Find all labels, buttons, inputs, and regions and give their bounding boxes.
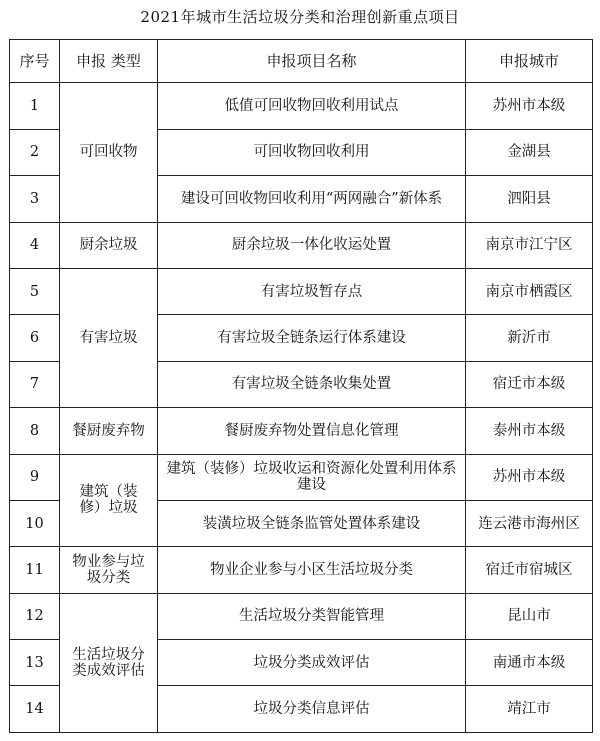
row-name: 有害垃圾全链条运行体系建设 xyxy=(158,315,466,361)
table-row xyxy=(10,454,593,500)
row-city: 泗阳县 xyxy=(466,176,593,222)
row-no: 8 xyxy=(10,408,60,454)
table-row xyxy=(10,593,593,639)
row-city: 南通市本级 xyxy=(466,640,593,686)
header-no: 序号 xyxy=(10,40,60,83)
row-no: 9 xyxy=(10,454,60,500)
table-row xyxy=(10,408,593,454)
row-city: 新沂市 xyxy=(466,315,593,361)
header-type: 申报 类型 xyxy=(60,40,158,83)
row-name: 装潢垃圾全链条监管处置体系建设 xyxy=(158,500,466,546)
header-name: 申报项目名称 xyxy=(158,40,466,83)
row-no: 1 xyxy=(10,83,60,129)
row-city: 靖江市 xyxy=(466,686,593,733)
row-city: 宿迁市宿城区 xyxy=(466,547,593,593)
row-no: 5 xyxy=(10,268,60,314)
row-type: 餐厨废弃物 xyxy=(60,408,158,454)
row-city: 苏州市本级 xyxy=(466,454,593,500)
row-type: 可回收物 xyxy=(60,83,158,222)
row-no: 3 xyxy=(10,176,60,222)
row-no: 7 xyxy=(10,361,60,407)
row-city: 南京市江宁区 xyxy=(466,222,593,268)
row-name: 生活垃圾分类智能管理 xyxy=(158,593,466,639)
row-city: 宿迁市本级 xyxy=(466,361,593,407)
row-type: 生活垃圾分类成效评估 xyxy=(60,593,158,732)
row-name: 物业企业参与小区生活垃圾分类 xyxy=(158,547,466,593)
row-type: 建筑（装修）垃圾 xyxy=(60,454,158,547)
row-name: 餐厨废弃物处置信息化管理 xyxy=(158,408,466,454)
row-name: 有害垃圾暂存点 xyxy=(158,268,466,314)
row-no: 12 xyxy=(10,593,60,639)
row-no: 10 xyxy=(10,500,60,546)
row-type: 物业参与垃圾分类 xyxy=(60,547,158,593)
row-name: 建筑（装修）垃圾收运和资源化处置利用体系建设 xyxy=(158,454,466,500)
row-no: 6 xyxy=(10,315,60,361)
row-no: 4 xyxy=(10,222,60,268)
row-name: 垃圾分类信息评估 xyxy=(158,686,466,733)
project-table xyxy=(9,39,593,733)
row-city: 苏州市本级 xyxy=(466,83,593,129)
row-city: 昆山市 xyxy=(466,593,593,639)
table-row xyxy=(10,547,593,593)
document-title: 2021年城市生活垃圾分类和治理创新重点项目 xyxy=(140,8,460,26)
row-name: 有害垃圾全链条收集处置 xyxy=(158,361,466,407)
row-city: 连云港市海州区 xyxy=(466,500,593,546)
row-name: 厨余垃圾一体化收运处置 xyxy=(158,222,466,268)
row-type: 有害垃圾 xyxy=(60,268,158,407)
table-row xyxy=(10,268,593,314)
row-no: 14 xyxy=(10,686,60,733)
row-name: 低值可回收物回收利用试点 xyxy=(158,83,466,129)
row-city: 金湖县 xyxy=(466,129,593,175)
table-header-row xyxy=(10,40,593,83)
row-name: 建设可回收物回收利用“两网融合”新体系 xyxy=(158,176,466,222)
table-row xyxy=(10,83,593,129)
row-no: 11 xyxy=(10,547,60,593)
row-no: 13 xyxy=(10,640,60,686)
row-name: 可回收物回收利用 xyxy=(158,129,466,175)
row-name: 垃圾分类成效评估 xyxy=(158,640,466,686)
row-city: 南京市栖霞区 xyxy=(466,268,593,314)
header-city: 申报城市 xyxy=(466,40,593,83)
row-type: 厨余垃圾 xyxy=(60,222,158,268)
table-row xyxy=(10,222,593,268)
row-city: 泰州市本级 xyxy=(466,408,593,454)
row-no: 2 xyxy=(10,129,60,175)
